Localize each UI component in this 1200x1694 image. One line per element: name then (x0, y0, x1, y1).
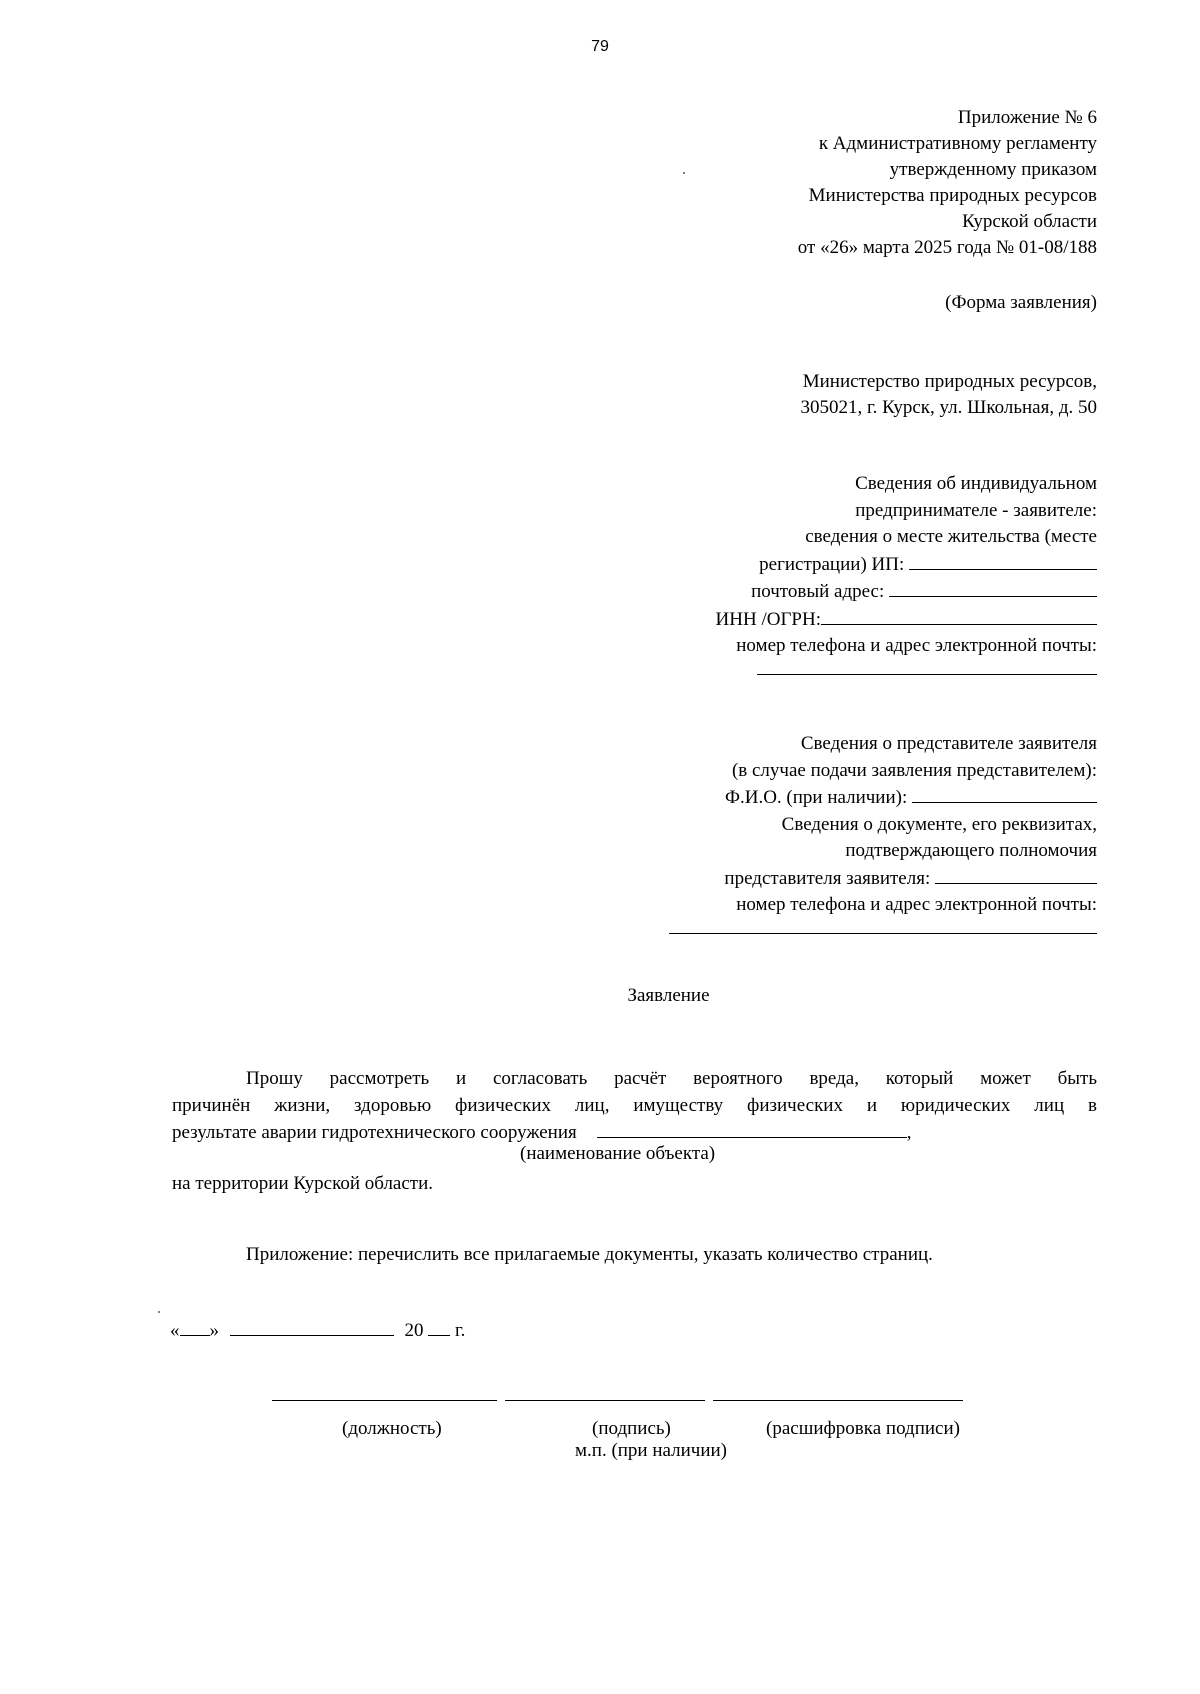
form-label: (Форма заявления) (945, 292, 1097, 313)
signature-caption: (подпись) (592, 1418, 671, 1439)
date-line (170, 1320, 465, 1342)
header-line: от «26» марта 2025 года № 01-08/188 (797, 237, 1097, 258)
year-prefix: 20 (404, 1320, 424, 1341)
postal-label: почтовый адрес: (751, 581, 885, 602)
statement-paragraph (172, 1065, 1097, 1146)
applicant-block (716, 471, 1097, 675)
contact-blank[interactable] (757, 660, 1097, 675)
residence-label: регистрации) ИП: (759, 553, 905, 575)
statement-comma: , (906, 1122, 912, 1143)
territory-text: на территории Курской области. (172, 1173, 434, 1194)
recipient-block (800, 369, 1097, 421)
year-blank[interactable] (428, 1321, 450, 1336)
year-suffix: г. (455, 1320, 466, 1341)
statement-line-object (172, 1119, 1097, 1146)
representative-line: Сведения о представителе заявителя (800, 733, 1097, 754)
decoding-blank[interactable] (713, 1390, 963, 1401)
residence-blank[interactable] (909, 551, 1097, 570)
rep-contact-blank[interactable] (669, 919, 1097, 934)
inn-label: ИНН /ОГРН: (715, 608, 821, 630)
statement-line: причинён жизни, здоровью физических лиц, имуществу физических и юридических лиц в (172, 1095, 1097, 1116)
inn-field[interactable] (716, 606, 1097, 634)
applicant-line: предпринимателе - заявителе: (855, 499, 1097, 521)
statement-line: Прошу рассмотреть и согласовать расчёт вероятного вреда, который может быть (246, 1068, 1097, 1089)
inn-blank[interactable] (821, 606, 1097, 625)
applicant-line: сведения о месте жительства (месте (805, 526, 1097, 547)
recipient-address: 305021, г. Курск, ул. Школьная, д. 50 (800, 397, 1097, 418)
scan-speck (683, 172, 685, 174)
rep-name-label: Ф.И.О. (при наличии): (724, 787, 908, 808)
postal-blank[interactable] (889, 578, 1097, 597)
position-blank[interactable] (272, 1390, 497, 1401)
date-open-quote: « (170, 1320, 180, 1341)
header-line: утвержденному приказом (889, 159, 1097, 180)
page-number: 79 (591, 38, 609, 55)
header-line: к Административному регламенту (818, 133, 1097, 154)
stamp-caption: м.п. (при наличии) (575, 1440, 727, 1461)
representative-block (669, 731, 1097, 934)
representative-line: (в случае подачи заявления представителем): (731, 759, 1097, 781)
rep-doc-label: представителя заявителя: (724, 867, 931, 889)
header-line: Курской области (962, 211, 1097, 232)
header-line: Министерства природных ресурсов (808, 185, 1097, 206)
month-blank[interactable] (230, 1321, 394, 1336)
header-line: Приложение № 6 (957, 107, 1097, 128)
residence-field[interactable] (716, 551, 1097, 579)
attachment-text: Приложение: перечислить все прилагаемые документы, указать количество страниц. (246, 1244, 933, 1265)
appendix-header (798, 105, 1097, 261)
rep-doc-line: подтверждающего полномочия (845, 840, 1097, 861)
contact-label: номер телефона и адрес электронной почты: (736, 635, 1097, 656)
decoding-caption: (расшифровка подписи) (766, 1418, 960, 1439)
date-close-quote: » (209, 1320, 219, 1341)
rep-doc-blank[interactable] (935, 865, 1097, 884)
applicant-line: Сведения об индивидуальном (855, 473, 1097, 494)
rep-contact-label: номер телефона и адрес электронной почты: (736, 894, 1097, 915)
statement-title: Заявление (627, 985, 710, 1006)
statement-line-text: результате аварии гидротехнического сооружения (172, 1122, 577, 1143)
object-caption: (наименование объекта) (520, 1143, 716, 1164)
rep-doc-field[interactable] (669, 865, 1097, 893)
signature-blank[interactable] (505, 1390, 705, 1401)
rep-name-field[interactable] (669, 784, 1097, 812)
object-name-blank[interactable] (597, 1123, 907, 1138)
recipient-line: Министерство природных ресурсов, (802, 371, 1097, 392)
position-caption: (должность) (342, 1418, 442, 1439)
scan-speck (158, 1311, 160, 1313)
day-blank[interactable] (180, 1321, 210, 1336)
rep-name-blank[interactable] (912, 784, 1097, 803)
rep-doc-line: Сведения о документе, его реквизитах, (781, 813, 1097, 835)
postal-field[interactable] (716, 578, 1097, 606)
